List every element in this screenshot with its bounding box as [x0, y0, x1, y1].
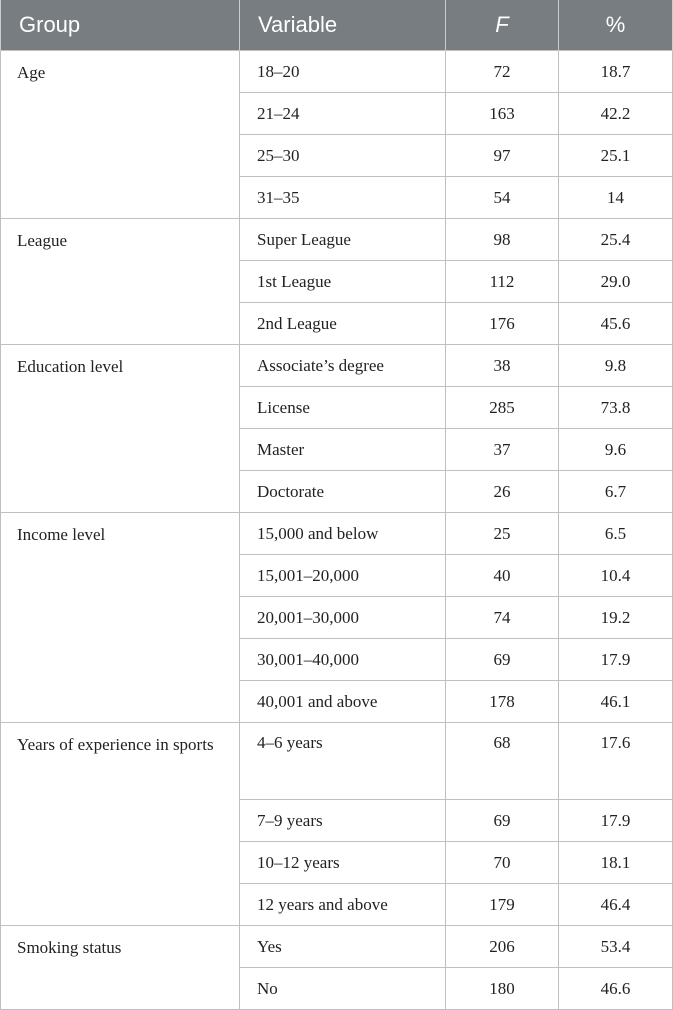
frequency-cell: 178	[446, 681, 559, 723]
frequency-cell: 40	[446, 555, 559, 597]
variable-cell: 21–24	[240, 93, 446, 135]
percent-cell: 42.2	[559, 93, 673, 135]
variable-cell: Doctorate	[240, 471, 446, 513]
frequency-cell: 176	[446, 303, 559, 345]
variable-cell: 7–9 years	[240, 800, 446, 842]
frequency-cell: 72	[446, 51, 559, 93]
variable-cell: 15,000 and below	[240, 513, 446, 555]
frequency-cell: 69	[446, 639, 559, 681]
percent-cell: 18.7	[559, 51, 673, 93]
percent-cell: 10.4	[559, 555, 673, 597]
variable-cell: 31–35	[240, 177, 446, 219]
table-header	[1, 0, 673, 51]
frequency-cell: 285	[446, 387, 559, 429]
variable-cell: 12 years and above	[240, 884, 446, 926]
frequency-cell: 70	[446, 842, 559, 884]
percent-cell: 18.1	[559, 842, 673, 884]
group-cell: Years of experience in sports	[1, 723, 240, 926]
percent-cell: 9.8	[559, 345, 673, 387]
frequency-cell: 74	[446, 597, 559, 639]
frequency-cell: 69	[446, 800, 559, 842]
variable-cell: 1st League	[240, 261, 446, 303]
percent-cell: 45.6	[559, 303, 673, 345]
table-row	[1, 723, 673, 800]
variable-cell: 40,001 and above	[240, 681, 446, 723]
table-body	[1, 51, 673, 1010]
percent-cell: 17.6	[559, 723, 673, 800]
frequency-cell: 97	[446, 135, 559, 177]
table-row	[1, 513, 673, 555]
percent-cell: 9.6	[559, 429, 673, 471]
header-group: Group	[1, 0, 240, 51]
group-cell: Smoking status	[1, 926, 240, 1010]
header-row	[1, 0, 673, 51]
percent-cell: 6.7	[559, 471, 673, 513]
frequency-cell: 38	[446, 345, 559, 387]
percent-cell: 29.0	[559, 261, 673, 303]
variable-cell: Associate’s degree	[240, 345, 446, 387]
group-cell: Age	[1, 51, 240, 219]
variable-cell: License	[240, 387, 446, 429]
percent-cell: 46.6	[559, 968, 673, 1010]
percent-cell: 73.8	[559, 387, 673, 429]
group-cell: Income level	[1, 513, 240, 723]
percent-cell: 14	[559, 177, 673, 219]
variable-cell: 10–12 years	[240, 842, 446, 884]
group-cell: League	[1, 219, 240, 345]
percent-cell: 53.4	[559, 926, 673, 968]
header-variable: Variable	[240, 0, 446, 51]
variable-cell: No	[240, 968, 446, 1010]
percent-cell: 17.9	[559, 639, 673, 681]
percent-cell: 46.1	[559, 681, 673, 723]
percent-cell: 25.4	[559, 219, 673, 261]
frequency-cell: 37	[446, 429, 559, 471]
table-row	[1, 219, 673, 261]
frequency-cell: 180	[446, 968, 559, 1010]
variable-cell: 30,001–40,000	[240, 639, 446, 681]
variable-cell: 4–6 years	[240, 723, 446, 800]
frequency-cell: 163	[446, 93, 559, 135]
frequency-cell: 206	[446, 926, 559, 968]
frequency-cell: 26	[446, 471, 559, 513]
variable-cell: 25–30	[240, 135, 446, 177]
frequency-cell: 68	[446, 723, 559, 800]
percent-cell: 46.4	[559, 884, 673, 926]
percent-cell: 17.9	[559, 800, 673, 842]
header-percent: %	[559, 0, 673, 51]
variable-cell: 2nd League	[240, 303, 446, 345]
variable-cell: 20,001–30,000	[240, 597, 446, 639]
frequency-cell: 112	[446, 261, 559, 303]
variable-cell: Super League	[240, 219, 446, 261]
table-row	[1, 926, 673, 968]
frequency-cell: 179	[446, 884, 559, 926]
table-row	[1, 345, 673, 387]
frequency-cell: 54	[446, 177, 559, 219]
frequency-cell: 98	[446, 219, 559, 261]
header-frequency: F	[446, 0, 559, 51]
table-row	[1, 51, 673, 93]
variable-cell: 18–20	[240, 51, 446, 93]
group-cell: Education level	[1, 345, 240, 513]
variable-cell: 15,001–20,000	[240, 555, 446, 597]
variable-cell: Yes	[240, 926, 446, 968]
percent-cell: 25.1	[559, 135, 673, 177]
variable-cell: Master	[240, 429, 446, 471]
percent-cell: 6.5	[559, 513, 673, 555]
percent-cell: 19.2	[559, 597, 673, 639]
frequency-cell: 25	[446, 513, 559, 555]
